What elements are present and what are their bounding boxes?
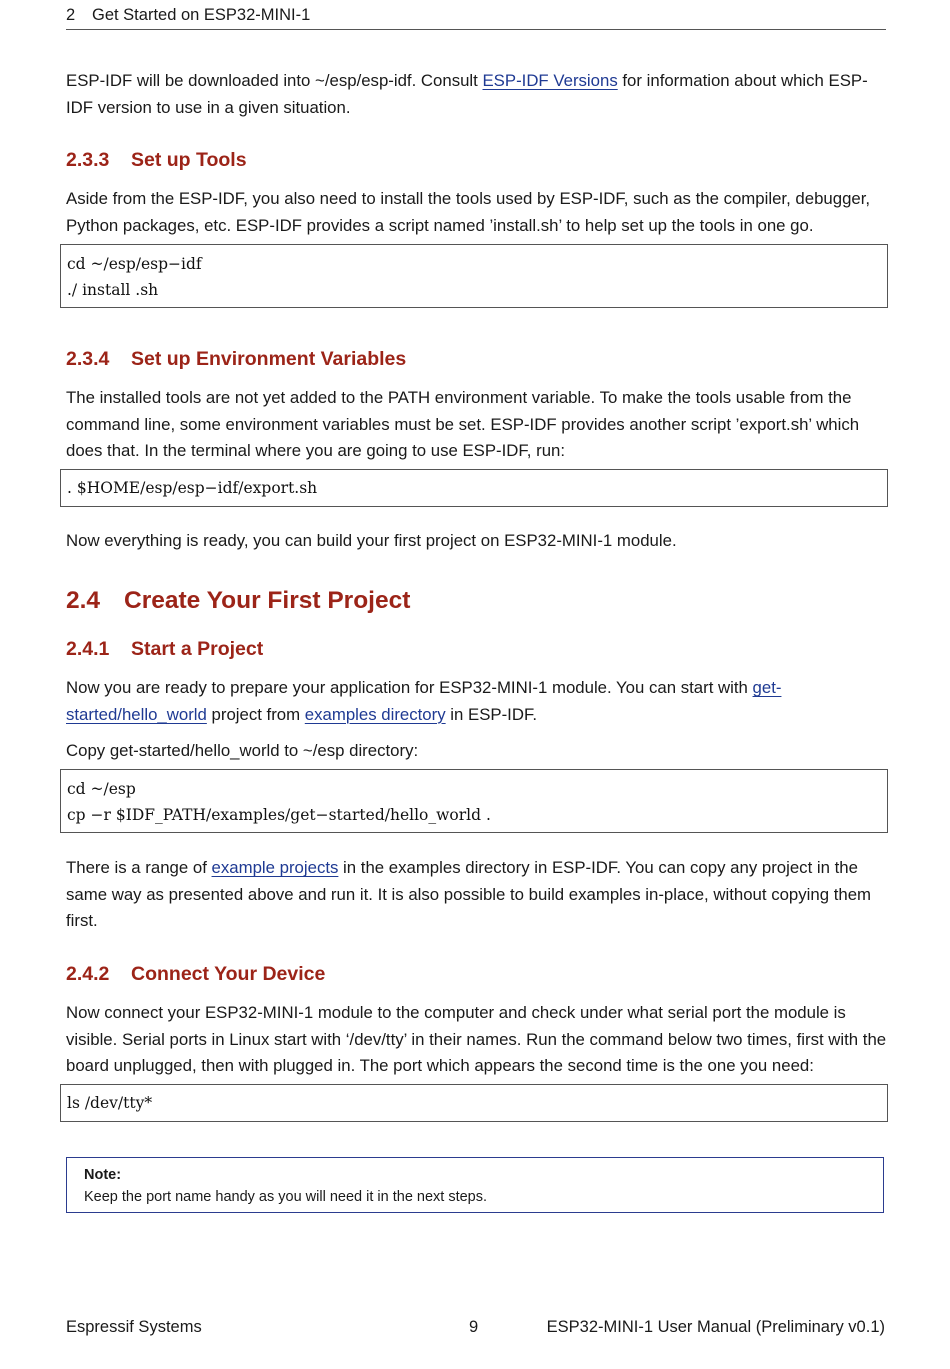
section-number: 2.4.2	[66, 963, 110, 985]
section-title: Connect Your Device	[131, 963, 326, 985]
section-2-3-3-heading	[66, 149, 247, 172]
note-text: Keep the port name handy as you will need it in the next steps.	[84, 1189, 488, 1205]
code-line: ls /dev/tty*	[67, 1094, 153, 1112]
section-2-4-2-heading	[66, 963, 325, 986]
section-title: Set up Environment Variables	[131, 348, 407, 370]
running-header	[66, 6, 886, 30]
code-line: cd ~/esp	[67, 780, 136, 798]
section-number: 2.3.4	[66, 348, 110, 370]
section-2-4-heading	[66, 587, 410, 615]
start-project-paragraph	[66, 675, 888, 728]
example-projects-paragraph	[66, 855, 888, 935]
ready-paragraph: Now everything is ready, you can build your first project on ESP32-MINI-1 module.	[66, 531, 677, 550]
header-chapter-title: Get Started on ESP32-MINI-1	[92, 6, 311, 24]
section-title: Start a Project	[131, 638, 264, 660]
section-title: Set up Tools	[131, 149, 247, 171]
section-2-3-4-heading	[66, 348, 406, 371]
copy-code-block	[60, 769, 888, 833]
code-line: . $HOME/esp/esp−idf/export.sh	[67, 479, 318, 497]
hello-world-link[interactable]: get-started/hello_world	[66, 678, 782, 724]
section-number: 2.3.3	[66, 149, 110, 171]
esp-idf-versions-link[interactable]: ESP-IDF Versions	[482, 71, 618, 90]
footer-page-number: 9	[469, 1318, 479, 1336]
copy-instruction-paragraph: Copy get-started/hello_world to ~/esp directory:	[66, 741, 419, 760]
code-line: ./ install .sh	[67, 281, 159, 299]
intro-paragraph	[66, 68, 888, 121]
example-projects-link[interactable]: example projects	[211, 858, 339, 877]
text-run: in ESP-IDF.	[445, 704, 538, 724]
text-run: in the examples directory in ESP-IDF. You can copy any project in the same way as presented above and run it. It is also possible to build examples in-place, without copying them first.	[66, 858, 872, 930]
connect-device-paragraph: Now connect your ESP32-MINI-1 module to the computer and check under what serial port the module is visible. Serial ports in Linux start with ‘/dev/tty’ in their names. Run the command below two times, first with the board unplugged, then with plugged in. The port which appears the second time is the one you need:	[66, 1003, 887, 1075]
code-line: cd ~/esp/esp−idf	[67, 255, 202, 273]
code-line: cp −r $IDF_PATH/examples/get−started/hello_world .	[67, 806, 491, 824]
intro-text-1: ESP-IDF will be downloaded into ~/esp/esp-idf. Consult	[66, 71, 483, 90]
section-number: 2.4	[66, 587, 101, 614]
section-title: Create Your First Project	[124, 587, 411, 614]
note-title: Note:	[84, 1167, 122, 1183]
install-code-block	[60, 244, 888, 308]
intro-text-2: for information about which ESP-IDF version to use in a given situation.	[66, 71, 868, 117]
section-2-4-1-heading	[66, 638, 263, 661]
export-code-block	[60, 469, 888, 507]
setup-tools-paragraph: Aside from the ESP-IDF, you also need to install the tools used by ESP-IDF, such as the compiler, debugger, Python packages, etc. ESP-IDF provides a script named ’install.sh’ to help set up the tools in one go.	[66, 189, 871, 235]
section-number: 2.4.1	[66, 638, 110, 660]
text-run: project from	[206, 704, 305, 724]
footer-document-title: ESP32-MINI-1 User Manual (Preliminary v0.1)	[546, 1318, 885, 1336]
text-run: Now you are ready to prepare your application for ESP32-MINI-1 module. You can start with	[66, 678, 753, 697]
note-box	[66, 1157, 884, 1213]
header-chapter-number: 2	[66, 6, 76, 24]
ls-code-block	[60, 1084, 888, 1122]
env-vars-paragraph: The installed tools are not yet added to the PATH environment variable. To make the tools usable from the command line, some environment variables must be set. ESP-IDF provides another script ’export.sh’ which does that. In the terminal where you are going to use ESP-IDF, run:	[66, 388, 860, 460]
examples-directory-link[interactable]: examples directory	[304, 704, 446, 724]
text-run: There is a range of	[66, 858, 212, 877]
footer-company: Espressif Systems	[66, 1318, 202, 1336]
